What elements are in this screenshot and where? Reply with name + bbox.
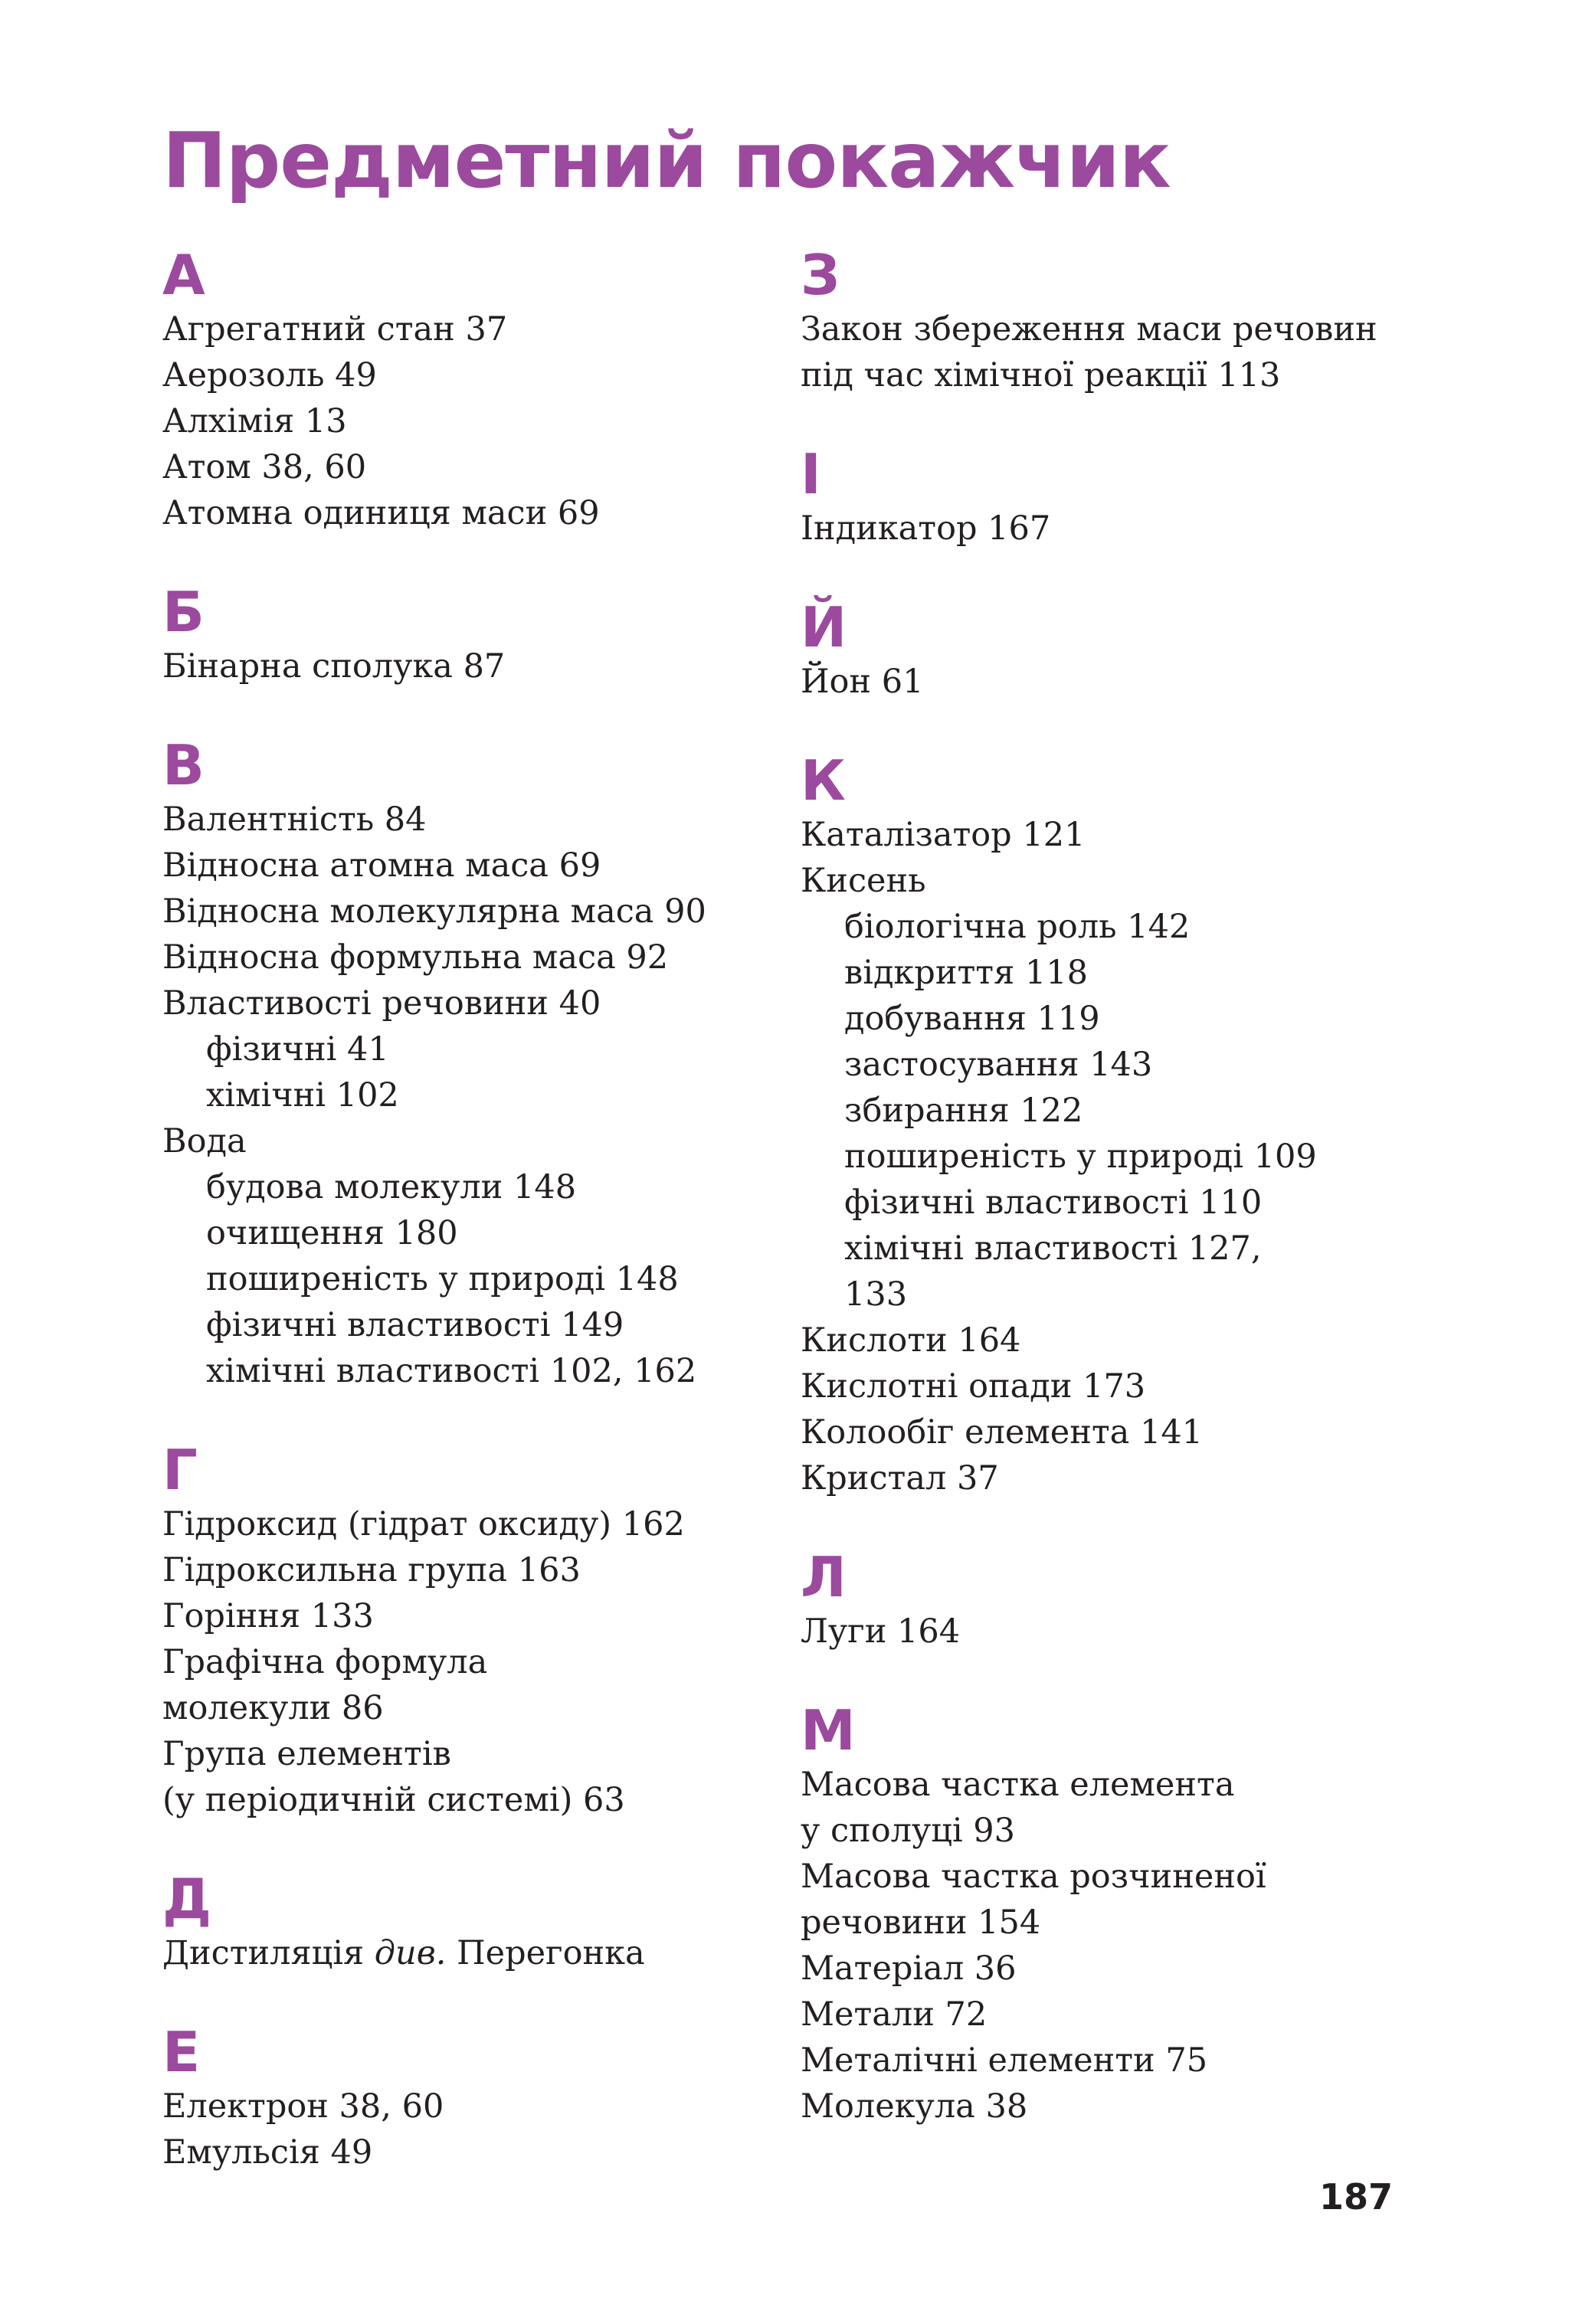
- index-entry: Метали 72: [801, 1995, 988, 2034]
- index-entry: Гідроксильна група 163: [162, 1551, 581, 1589]
- index-entry: Відносна молекулярна маса 90: [162, 892, 706, 931]
- index-entry: молекули 86: [162, 1689, 384, 1727]
- index-section: [801, 443, 1413, 552]
- index-subentry: 133: [844, 1275, 908, 1314]
- index-section: [162, 1439, 775, 1823]
- page-number: 187: [1319, 2176, 1394, 2218]
- index-section: [162, 2021, 775, 2175]
- index-entry: Аерозоль 49: [162, 356, 377, 394]
- index-subentry: поширеність у природі 109: [844, 1137, 1317, 1176]
- index-entry: Валентність 84: [162, 800, 427, 839]
- section-letter: Д: [162, 1867, 212, 1931]
- index-subentry: будова молекули 148: [206, 1168, 577, 1206]
- index-entry: Електрон 38, 60: [162, 2087, 444, 2126]
- index-subentry: хімічні властивості 127,: [844, 1229, 1262, 1268]
- index-entry: Молекула 38: [801, 2087, 1028, 2126]
- index-entry: Бінарна сполука 87: [162, 647, 506, 686]
- index-subentry: очищення 180: [206, 1214, 458, 1252]
- section-letter: Б: [162, 580, 205, 644]
- index-entry: Закон збереження маси речовин: [801, 310, 1377, 349]
- index-subentry: хімічні властивості 102, 162: [206, 1352, 697, 1390]
- index-subentry: збирання 122: [844, 1092, 1083, 1130]
- index-entry: Каталізатор 121: [801, 816, 1086, 854]
- section-letter: Е: [162, 2020, 201, 2084]
- index-subentry: фізичні властивості 110: [844, 1183, 1263, 1222]
- index-entry: (у періодичній системі) 63: [162, 1781, 625, 1819]
- index-entry: Графічна формула: [162, 1643, 488, 1681]
- index-entry: Кисень: [801, 862, 926, 900]
- index-section: [801, 749, 1413, 1501]
- index-entry: Кристал 37: [801, 1459, 999, 1498]
- section-letter: М: [801, 1698, 856, 1763]
- index-entry: Гідроксид (гідрат оксиду) 162: [162, 1505, 685, 1543]
- index-section: [162, 734, 775, 1394]
- page-title: Предметний покажчик: [162, 116, 1171, 205]
- index-subentry: поширеність у природі 148: [206, 1260, 679, 1298]
- index-entry: Алхімія 13: [162, 402, 347, 440]
- index-section: [801, 1699, 1413, 2129]
- entry-term: Дистиляція: [162, 1934, 375, 1972]
- cross-reference-marker: див.: [374, 1934, 447, 1972]
- index-entry: Відносна формульна маса 92: [162, 938, 669, 977]
- index-subentry: фізичні 41: [206, 1030, 389, 1069]
- index-entry: Група елементів: [162, 1735, 451, 1773]
- index-subentry: добування 119: [844, 1000, 1100, 1038]
- index-subentry: застосування 143: [844, 1046, 1153, 1084]
- index-entry: Індикатор 167: [801, 509, 1051, 548]
- index-entry: Атомна одиниця маси 69: [162, 494, 600, 532]
- index-entry: Відносна атомна маса 69: [162, 846, 601, 885]
- index-entry: Масова частка розчиненої: [801, 1858, 1266, 1896]
- index-entry: Вода: [162, 1122, 247, 1160]
- index-entry: Кислотні опади 173: [801, 1367, 1146, 1406]
- index-entry: Металічні елементи 75: [801, 2041, 1208, 2080]
- section-letter: Й: [801, 595, 847, 660]
- index-entry: Масова частка елемента: [801, 1766, 1235, 1804]
- index-entry: Колообіг елемента 141: [801, 1413, 1204, 1452]
- section-letter: Г: [162, 1438, 198, 1502]
- index-column-right: [801, 244, 1413, 2174]
- index-entry: Емульсія 49: [162, 2133, 373, 2172]
- index-entry: Атом 38, 60: [162, 448, 367, 486]
- index-entry: Властивості речовини 40: [162, 984, 601, 1023]
- section-letter: К: [801, 748, 846, 813]
- index-subentry: хімічні 102: [206, 1076, 399, 1115]
- index-subentry: фізичні властивості 149: [206, 1306, 624, 1344]
- index-section: [801, 596, 1413, 705]
- index-subentry: відкриття 118: [844, 954, 1088, 992]
- section-letter: З: [801, 243, 840, 307]
- index-column-left: [162, 244, 775, 2220]
- index-entry: під час хімічної реакції 113: [801, 356, 1281, 394]
- index-section: [801, 244, 1413, 398]
- index-entry: у сполуці 93: [801, 1812, 1016, 1850]
- cross-reference-target: Перегонка: [446, 1934, 645, 1972]
- index-section: [162, 1867, 775, 1976]
- section-letter: Л: [801, 1545, 847, 1609]
- index-section: [162, 581, 775, 689]
- index-entry: речовини 154: [801, 1903, 1041, 1942]
- index-entry: [162, 1930, 775, 1976]
- index-entry: Агрегатний стан 37: [162, 310, 508, 349]
- section-letter: В: [162, 733, 205, 797]
- index-entry: Матеріал 36: [801, 1949, 1017, 1988]
- index-entry: Горіння 133: [162, 1597, 374, 1635]
- index-entry: Кислоти 164: [801, 1321, 1021, 1360]
- index-section: [162, 244, 775, 536]
- index-entry: Йон 61: [801, 663, 924, 701]
- index-subentry: біологічна роль 142: [844, 908, 1191, 946]
- section-letter: А: [162, 243, 205, 307]
- index-section: [801, 1546, 1413, 1655]
- index-entry: Луги 164: [801, 1612, 961, 1651]
- section-letter: І: [801, 442, 821, 506]
